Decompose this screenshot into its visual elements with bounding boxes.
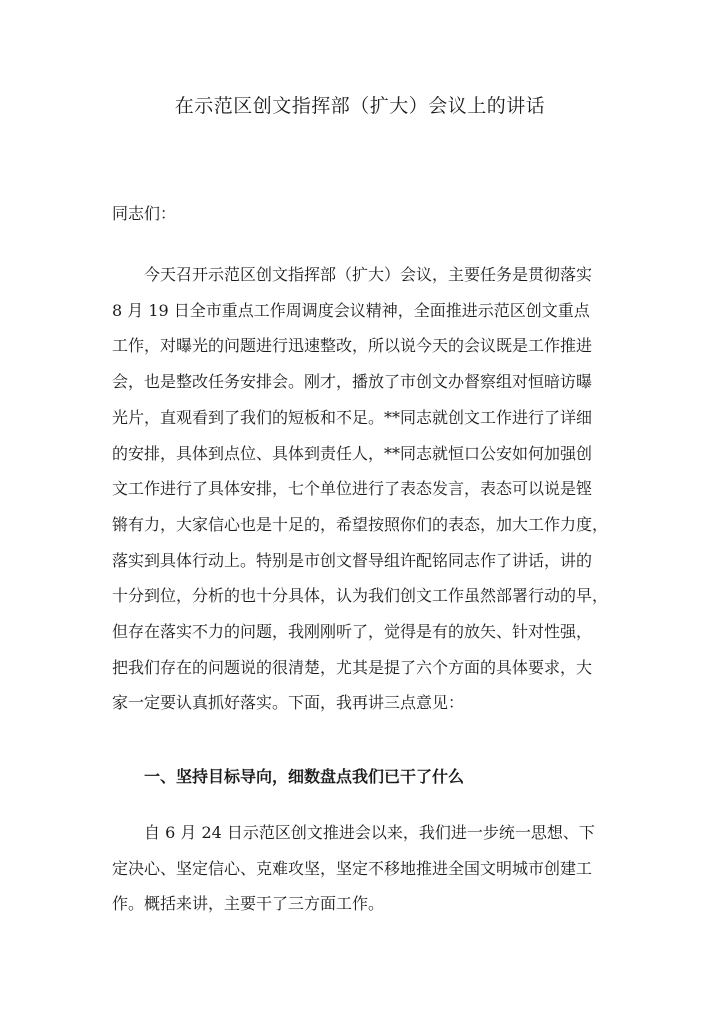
paragraph-line: 锵有力，大家信心也是十足的，希望按照你们的表态，加大工作力度， [112,514,609,534]
paragraph-line: 工作，对曝光的问题进行迅速整改，所以说今天的会议既是工作推进 [112,336,593,356]
paragraph-line: 落实到具体行动上。特别是市创文督导组许配铭同志作了讲话，讲的 [112,550,593,570]
salutation: 同志们： [112,204,177,223]
paragraph-1 [112,257,616,721]
paragraph-line: 的安排，具体到点位、具体到责任人，**同志就恒口公安如何加强创 [112,443,593,463]
paragraph-line: 但存在落实不力的问题，我刚刚听了，觉得是有的放矢、针对性强， [112,622,593,642]
paragraph-line: 把我们存在的问题说的很清楚，尤其是提了六个方面的具体要求，大 [112,657,593,677]
document-title: 在示范区创文指挥部（扩大）会议上的讲话 [174,95,546,117]
paragraph-line: 8 月 19 日全市重点工作周调度会议精神，全面推进示范区创文重点 [112,300,590,320]
paragraph-line: 文工作进行了具体安排，七个单位进行了表态发言，表态可以说是铿 [112,479,593,499]
paragraph-line: 光片，直观看到了我们的短板和不足。**同志就创文工作进行了详细 [112,407,593,427]
paragraph-line: 定决心、坚定信心、克难攻坚，坚定不移地推进全国文明城市创建工 [112,858,593,878]
paragraph-line: 会，也是整改任务安排会。刚才，播放了市创文办督察组对恒暗访曝 [112,372,593,392]
paragraph-line: 今天召开示范区创文指挥部（扩大）会议，主要任务是贯彻落实 [144,265,593,284]
paragraph-line: 家一定要认真抓好落实。下面，我再讲三点意见： [112,693,465,713]
paragraph-line: 十分到位，分析的也十分具体，认为我们创文工作虽然部署行动的早， [112,586,609,606]
paragraph-line: 作。概括来讲，主要干了三方面工作。 [112,894,385,914]
paragraph-line: 自 6 月 24 日示范区创文推进会以来，我们进一步统一思想、下 [144,823,595,842]
section-heading-1: 一、坚持目标导向，细数盘点我们已干了什么 [144,767,465,786]
paragraph-2 [112,815,616,922]
